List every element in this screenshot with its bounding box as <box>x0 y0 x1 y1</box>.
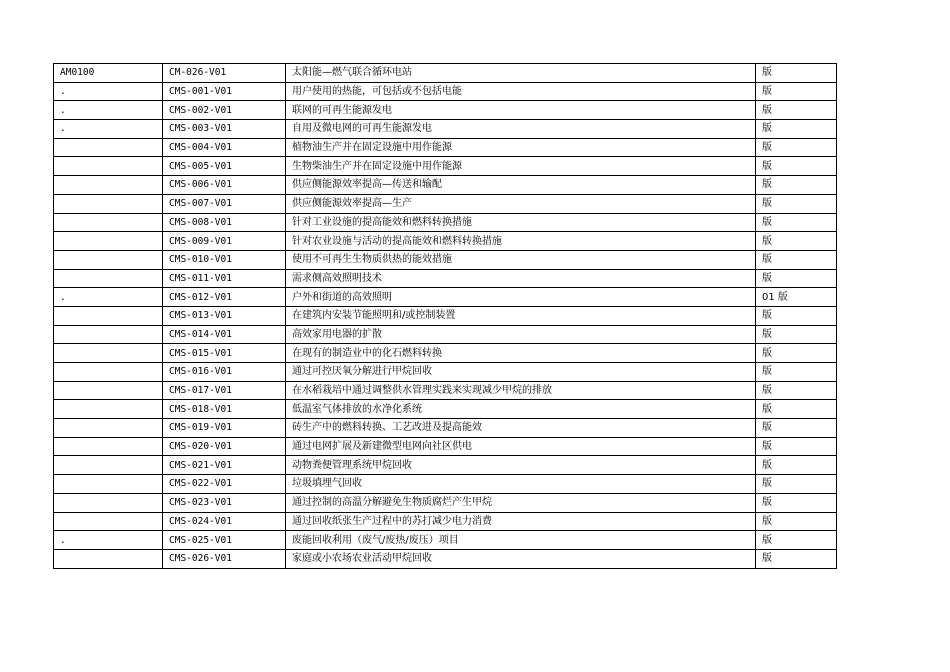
table-row <box>54 325 837 344</box>
cell-methodology-id: CM-026-V01 <box>163 64 286 83</box>
cell-code <box>54 419 163 438</box>
cell-title: 通过控制的高温分解避免生物质腐烂产生甲烷 <box>286 493 756 512</box>
cell-code <box>54 363 163 382</box>
cell-methodology-id: CMS-023-V01 <box>163 493 286 512</box>
cell-title: 需求侧高效照明技术 <box>286 269 756 288</box>
cell-version: 版 <box>756 381 837 400</box>
table-row <box>54 250 837 269</box>
cell-code <box>54 381 163 400</box>
cell-version: 版 <box>756 269 837 288</box>
cell-title: 供应侧能源效率提高—生产 <box>286 194 756 213</box>
cell-methodology-id: CMS-001-V01 <box>163 82 286 101</box>
table-row <box>54 475 837 494</box>
cell-version: 版 <box>756 456 837 475</box>
cell-code <box>54 400 163 419</box>
cell-methodology-id: CMS-006-V01 <box>163 176 286 195</box>
cell-version: 版 <box>756 306 837 325</box>
cell-methodology-id: CMS-021-V01 <box>163 456 286 475</box>
table-row <box>54 437 837 456</box>
cell-version: 版 <box>756 101 837 120</box>
cell-version: 版 <box>756 213 837 232</box>
cell-title: 在水稻栽培中通过调整供水管理实践来实现减少甲烷的排放 <box>286 381 756 400</box>
cell-version: 版 <box>756 493 837 512</box>
cell-code <box>54 157 163 176</box>
cell-code <box>54 456 163 475</box>
cell-version: 01 版 <box>756 288 837 307</box>
cell-methodology-id: CMS-007-V01 <box>163 194 286 213</box>
cell-title: 通过回收纸张生产过程中的苏打减少电力消费 <box>286 512 756 531</box>
cell-title: 生物柴油生产并在固定设施中用作能源 <box>286 157 756 176</box>
cell-version: 版 <box>756 232 837 251</box>
table-row <box>54 400 837 419</box>
cell-methodology-id: CMS-012-V01 <box>163 288 286 307</box>
table-row <box>54 344 837 363</box>
cell-methodology-id: CMS-018-V01 <box>163 400 286 419</box>
cell-version: 版 <box>756 157 837 176</box>
cell-title: 联网的可再生能源发电 <box>286 101 756 120</box>
cell-code <box>54 194 163 213</box>
table-row <box>54 493 837 512</box>
methodology-table <box>53 63 837 569</box>
cell-code <box>54 269 163 288</box>
cell-methodology-id: CMS-020-V01 <box>163 437 286 456</box>
cell-code <box>54 232 163 251</box>
cell-code <box>54 493 163 512</box>
table-row <box>54 306 837 325</box>
cell-title: 供应侧能源效率提高—传送和输配 <box>286 176 756 195</box>
table-row <box>54 456 837 475</box>
cell-code <box>54 549 163 568</box>
cell-title: 植物油生产并在固定设施中用作能源 <box>286 138 756 157</box>
table-row <box>54 269 837 288</box>
cell-version: 版 <box>756 194 837 213</box>
cell-title: 垃圾填埋气回收 <box>286 475 756 494</box>
cell-version: 版 <box>756 120 837 139</box>
cell-code <box>54 250 163 269</box>
cell-methodology-id: CMS-016-V01 <box>163 363 286 382</box>
cell-methodology-id: CMS-010-V01 <box>163 250 286 269</box>
cell-version: 版 <box>756 437 837 456</box>
table-row <box>54 213 837 232</box>
cell-version: 版 <box>756 549 837 568</box>
cell-version: 版 <box>756 531 837 550</box>
cell-methodology-id: CMS-017-V01 <box>163 381 286 400</box>
cell-code: AM0100 <box>54 64 163 83</box>
cell-title: 在建筑内安装节能照明和/或控制装置 <box>286 306 756 325</box>
cell-version: 版 <box>756 82 837 101</box>
cell-version: 版 <box>756 325 837 344</box>
table-row <box>54 363 837 382</box>
cell-title: 动物粪便管理系统甲烷回收 <box>286 456 756 475</box>
cell-methodology-id: CMS-002-V01 <box>163 101 286 120</box>
cell-methodology-id: CMS-011-V01 <box>163 269 286 288</box>
cell-title: 使用不可再生生物质供热的能效措施 <box>286 250 756 269</box>
cell-methodology-id: CMS-008-V01 <box>163 213 286 232</box>
cell-methodology-id: CMS-014-V01 <box>163 325 286 344</box>
cell-methodology-id: CMS-024-V01 <box>163 512 286 531</box>
cell-title: 砖生产中的燃料转换、工艺改进及提高能效 <box>286 419 756 438</box>
cell-title: 高效家用电器的扩散 <box>286 325 756 344</box>
table-row <box>54 101 837 120</box>
cell-version: 版 <box>756 250 837 269</box>
cell-title: 针对工业设施的提高能效和燃料转换措施 <box>286 213 756 232</box>
cell-version: 版 <box>756 475 837 494</box>
table-row <box>54 157 837 176</box>
cell-version: 版 <box>756 400 837 419</box>
table-row <box>54 288 837 307</box>
cell-code: . <box>54 120 163 139</box>
cell-code <box>54 344 163 363</box>
cell-version: 版 <box>756 138 837 157</box>
cell-methodology-id: CMS-025-V01 <box>163 531 286 550</box>
cell-methodology-id: CMS-005-V01 <box>163 157 286 176</box>
cell-title: 自用及微电网的可再生能源发电 <box>286 120 756 139</box>
cell-code <box>54 306 163 325</box>
cell-code <box>54 176 163 195</box>
cell-code: . <box>54 101 163 120</box>
cell-title: 在现有的制造业中的化石燃料转换 <box>286 344 756 363</box>
cell-version: 版 <box>756 419 837 438</box>
cell-version: 版 <box>756 176 837 195</box>
cell-version: 版 <box>756 344 837 363</box>
cell-code: . <box>54 82 163 101</box>
cell-code <box>54 138 163 157</box>
table-row <box>54 64 837 83</box>
cell-methodology-id: CMS-026-V01 <box>163 549 286 568</box>
table-row <box>54 549 837 568</box>
cell-code <box>54 213 163 232</box>
table-row <box>54 138 837 157</box>
cell-title: 低温室气体排放的水净化系统 <box>286 400 756 419</box>
cell-code: . <box>54 531 163 550</box>
cell-methodology-id: CMS-009-V01 <box>163 232 286 251</box>
table-row <box>54 232 837 251</box>
table-row <box>54 381 837 400</box>
cell-version: 版 <box>756 64 837 83</box>
cell-title: 通过电网扩展及新建微型电网向社区供电 <box>286 437 756 456</box>
cell-title: 针对农业设施与活动的提高能效和燃料转换措施 <box>286 232 756 251</box>
cell-methodology-id: CMS-022-V01 <box>163 475 286 494</box>
cell-code: . <box>54 288 163 307</box>
cell-code <box>54 475 163 494</box>
cell-title: 户外和街道的高效照明 <box>286 288 756 307</box>
cell-methodology-id: CMS-004-V01 <box>163 138 286 157</box>
cell-title: 通过可控厌氧分解进行甲烷回收 <box>286 363 756 382</box>
table-row <box>54 419 837 438</box>
cell-title: 废能回收利用（废气/废热/废压）项目 <box>286 531 756 550</box>
cell-methodology-id: CMS-019-V01 <box>163 419 286 438</box>
cell-version: 版 <box>756 363 837 382</box>
table-row <box>54 82 837 101</box>
cell-code <box>54 325 163 344</box>
cell-title: 用户使用的热能，可包括或不包括电能 <box>286 82 756 101</box>
cell-methodology-id: CMS-015-V01 <box>163 344 286 363</box>
table-row <box>54 531 837 550</box>
cell-title: 太阳能—燃气联合循环电站 <box>286 64 756 83</box>
cell-code <box>54 437 163 456</box>
cell-methodology-id: CMS-003-V01 <box>163 120 286 139</box>
cell-version: 版 <box>756 512 837 531</box>
cell-code <box>54 512 163 531</box>
table-row <box>54 512 837 531</box>
table-row <box>54 176 837 195</box>
table-row <box>54 194 837 213</box>
table-body <box>54 64 837 569</box>
table-row <box>54 120 837 139</box>
cell-methodology-id: CMS-013-V01 <box>163 306 286 325</box>
cell-title: 家庭或小农场农业活动甲烷回收 <box>286 549 756 568</box>
